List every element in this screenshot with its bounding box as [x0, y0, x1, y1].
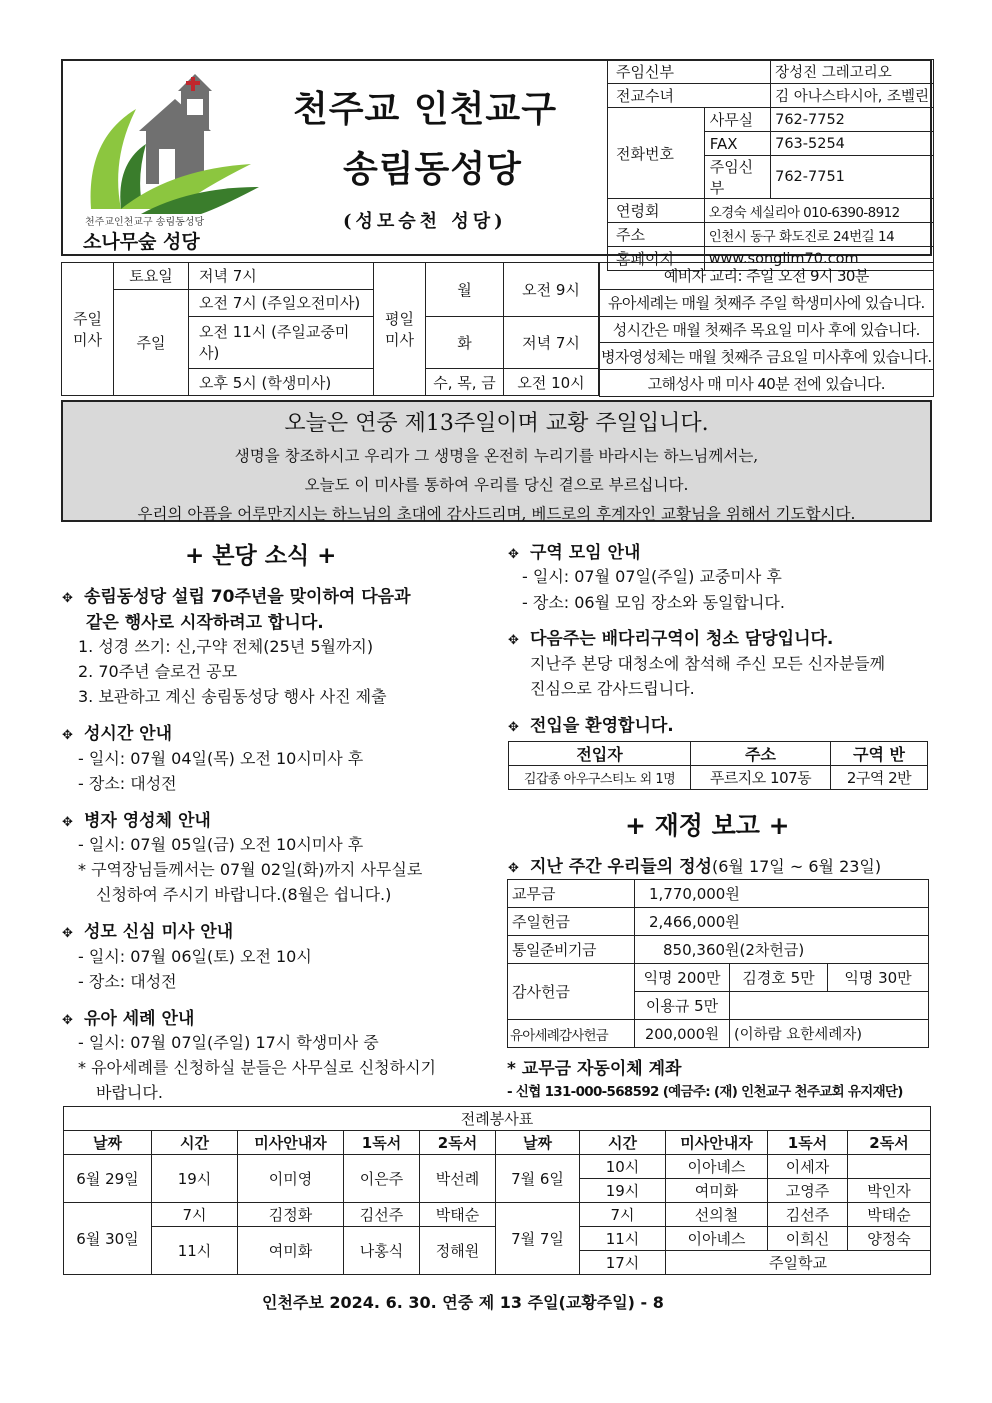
sunday-time: 오전 11시 (주일교중미사)	[189, 316, 374, 368]
transfer-person: 김갑종 아우구스티노 외 1명	[509, 766, 691, 790]
service-header: 2독서	[848, 1131, 931, 1155]
service-reader2: 박태순	[848, 1203, 931, 1227]
finance-table	[507, 879, 929, 1048]
info-table	[607, 59, 934, 271]
table-row	[64, 1203, 931, 1227]
banner-line: 우리의 아픔을 어루만지시는 하느님의 초대에 감사드리며, 베드로의 후계자인 교황님을 위해서 기도합시다.	[137, 505, 856, 523]
service-date: 6월 30일	[64, 1203, 152, 1275]
diamond-bullet-icon: ✥	[508, 547, 519, 562]
anniversary-title-text: 송림동성당 설립 70주년을 맞이하여 다음과	[84, 587, 411, 607]
footer: 인천주보 2024. 6. 30. 연중 제 13 주일(교황주일) - 8	[262, 1293, 664, 1312]
anniversary-item: 2. 70주년 슬로건 공모	[78, 662, 238, 681]
service-header: 1독서	[768, 1131, 848, 1155]
district-line: - 장소: 06월 모임 장소와 동일합니다.	[522, 593, 785, 612]
service-header: 날짜	[64, 1131, 152, 1155]
cleaning-line: 진심으로 감사드립니다.	[530, 679, 695, 698]
service-reader2: 양정숙	[848, 1227, 931, 1251]
news-heading: + 본당 소식 +	[185, 543, 337, 569]
cleaning-line: 지난주 본당 대청소에 참석해 주신 모든 신자분들께	[530, 654, 886, 673]
service-time: 19시	[152, 1155, 238, 1203]
pastor-phone: 762-7751	[771, 156, 934, 199]
sunday-mass-label: 주일 미사	[62, 263, 114, 396]
pastor-value: 장성진 그레고리오	[771, 60, 934, 84]
mary-line: - 장소: 대성전	[78, 972, 177, 991]
service-guide: 김정화	[238, 1203, 344, 1227]
diamond-bullet-icon: ✥	[62, 1013, 73, 1028]
mass-schedule-table	[61, 262, 599, 396]
finance-heading: + 재정 보고 +	[625, 811, 790, 840]
transfer-header: 구역 반	[831, 742, 928, 766]
diamond-bullet-icon: ✥	[508, 633, 519, 648]
sick-line: * 구역장님들께서는 07월 02일(화)까지 사무실로	[78, 860, 423, 879]
assoc-label: 연령회	[608, 199, 705, 223]
transfer-district: 2구역 2반	[831, 766, 928, 790]
sunday-banner	[61, 400, 932, 522]
sunday-label: 주일	[114, 289, 189, 395]
weekday-time: 오전 9시	[504, 263, 599, 317]
logo-caption: 천주교인천교구 송림동성당	[85, 217, 205, 228]
homepage-link[interactable]: www.songlim70.com	[704, 247, 933, 271]
cleaning-title	[508, 624, 833, 649]
thanks-entry: 익명 30만	[828, 964, 929, 992]
fax-number: 763-5254	[771, 132, 934, 156]
mary-title-text: 성모 신심 미사 안내	[84, 922, 234, 942]
service-reader2: 정해원	[420, 1227, 496, 1275]
logo-name: 소나무숲 성당	[83, 231, 200, 253]
diamond-bullet-icon: ✥	[62, 591, 73, 606]
service-header: 미사안내자	[666, 1131, 768, 1155]
service-title: 전례봉사표	[64, 1107, 931, 1131]
service-date: 6월 29일	[64, 1155, 152, 1203]
thanks-entry: 김경호 5만	[730, 964, 828, 992]
address-value: 인천시 동구 화도진로 24번길 14	[704, 223, 933, 247]
saturday-label: 토요일	[114, 263, 189, 290]
service-guide: 이아녜스	[666, 1155, 768, 1179]
thanks-empty	[730, 992, 929, 1020]
diamond-bullet-icon: ✥	[508, 861, 519, 876]
transfer-table	[508, 741, 928, 790]
holyhour-line: - 장소: 대성전	[78, 774, 177, 793]
note-row: 병자영성체는 매월 첫째주 금요일 미사후에 있습니다.	[600, 343, 934, 370]
service-reader1: 이희신	[768, 1227, 848, 1251]
service-header: 1독서	[344, 1131, 420, 1155]
baptism-thanks-value: 200,000원	[635, 1020, 730, 1048]
anniversary-item: 3. 보관하고 계신 송림동성당 행사 사진 제출	[78, 687, 387, 706]
welcome-title	[508, 711, 674, 736]
service-guide: 여미화	[238, 1227, 344, 1275]
banner-line: 오늘도 이 미사를 통하여 우리를 당신 곁으로 부르십니다.	[304, 476, 689, 494]
service-reader1: 김선주	[768, 1203, 848, 1227]
anniversary-item: 1. 성경 쓰기: 신,구약 전체(25년 5월까지)	[78, 637, 374, 656]
anniversary-title-cont: 같은 행사로 시작하려고 합니다.	[86, 613, 324, 633]
thanks-entry: 이용규 5만	[635, 992, 730, 1020]
notes-table	[599, 262, 934, 397]
holyhour-title-text: 성시간 안내	[84, 724, 173, 744]
liturgy-service-table	[63, 1106, 931, 1275]
saturday-time: 저녁 7시	[189, 263, 374, 290]
address-label: 주소	[608, 223, 705, 247]
sick-line: 신청하여 주시기 바랍니다.(8월은 쉽니다.)	[96, 885, 392, 904]
office-label: 사무실	[704, 108, 770, 132]
baptism-thanks-note: (이하람 요한세례자)	[730, 1020, 929, 1048]
table-row	[64, 1155, 931, 1179]
transfer-header: 주소	[691, 742, 831, 766]
baptism-title	[62, 1004, 194, 1029]
finance-period: (6월 17일 ~ 6월 23일)	[711, 857, 882, 876]
note-row: 예비자 교리: 주일 오전 9시 30분	[600, 263, 934, 290]
account-title: * 교무금 자동이체 계좌	[507, 1059, 682, 1079]
sister-value: 김 아나스타시아, 조벨린	[771, 84, 934, 108]
service-reader2	[848, 1155, 931, 1179]
header-box	[61, 59, 932, 268]
finance-title-text: 지난 주간 우리들의 정성	[530, 857, 712, 877]
weekday-time: 저녁 7시	[504, 316, 599, 368]
table-row	[509, 766, 928, 790]
service-guide: 여미화	[666, 1179, 768, 1203]
service-reader1: 이은주	[344, 1155, 420, 1203]
holyhour-title	[62, 719, 172, 744]
cleaning-title-text: 다음주는 배다리구역이 청소 담당입니다.	[530, 629, 834, 649]
service-reader1: 나홍식	[344, 1227, 420, 1275]
fax-label: FAX	[704, 132, 770, 156]
finance-label: 통일준비기금	[508, 936, 635, 964]
transfer-address: 푸르지오 107동	[691, 766, 831, 790]
baptism-title-text: 유아 세례 안내	[84, 1009, 195, 1029]
service-guide: 이미영	[238, 1155, 344, 1203]
sunday-time: 오전 7시 (주일오전미사)	[189, 289, 374, 316]
weekday-day: 수, 목, 금	[426, 369, 504, 396]
district-title	[508, 538, 640, 563]
service-reader1: 김선주	[344, 1203, 420, 1227]
service-reader1: 고영주	[768, 1179, 848, 1203]
service-reader1: 이세자	[768, 1155, 848, 1179]
service-guide: 선의철	[666, 1203, 768, 1227]
homepage-label: 홈페이지	[608, 247, 705, 271]
weekday-time: 오전 10시	[504, 369, 599, 396]
service-time: 17시	[580, 1251, 666, 1275]
sister-label: 전교수녀	[608, 84, 771, 108]
service-time: 10시	[580, 1155, 666, 1179]
mary-title	[62, 917, 233, 942]
phone-label: 전화번호	[608, 108, 705, 199]
service-date: 7월 7일	[496, 1203, 580, 1275]
diamond-bullet-icon: ✥	[62, 728, 73, 743]
district-line: - 일시: 07월 07일(주일) 교중미사 후	[522, 567, 782, 586]
service-header: 2독서	[420, 1131, 496, 1155]
sick-title-text: 병자 영성체 안내	[84, 811, 211, 831]
transfer-header: 전입자	[509, 742, 691, 766]
note-row: 유아세례는 매월 첫째주 주일 학생미사에 있습니다.	[600, 289, 934, 316]
weekday-day: 월	[426, 263, 504, 317]
anniversary-title	[62, 582, 411, 607]
note-row: 성시간은 매월 첫째주 목요일 미사 후에 있습니다.	[600, 316, 934, 343]
finance-value: 2,466,000원	[635, 908, 929, 936]
thanks-label: 감사헌금	[508, 964, 635, 1020]
finance-value: 1,770,000원	[635, 880, 929, 908]
weekday-day: 화	[426, 316, 504, 368]
baptism-thanks-label: 유아세례감사헌금	[508, 1020, 635, 1048]
holyhour-line: - 일시: 07월 04일(목) 오전 10시미사 후	[78, 749, 364, 768]
sunday-time: 오후 5시 (학생미사)	[189, 369, 374, 396]
service-header: 시간	[152, 1131, 238, 1155]
service-time: 11시	[152, 1227, 238, 1275]
welcome-title-text: 전입을 환영합니다.	[530, 716, 674, 736]
account-info: - 신협 131-000-568592 (예금주: (재) 인천교구 천주교회 유지재단)	[507, 1084, 903, 1100]
service-header: 날짜	[496, 1131, 580, 1155]
thanks-entry: 익명 200만	[635, 964, 730, 992]
finance-value: 850,360원(2차헌금)	[635, 936, 929, 964]
office-phone: 762-7752	[771, 108, 934, 132]
service-merged: 주일학교	[666, 1251, 931, 1275]
title-diocese: 천주교 인천교구	[293, 89, 557, 130]
finance-label: 교무금	[508, 880, 635, 908]
service-reader2: 박선례	[420, 1155, 496, 1203]
title-subtitle: (성모승천 성당)	[343, 211, 507, 232]
sick-title	[62, 806, 211, 831]
service-time: 11시	[580, 1227, 666, 1251]
finance-label: 주일헌금	[508, 908, 635, 936]
service-time: 7시	[580, 1203, 666, 1227]
note-row: 고해성사 매 미사 40분 전에 있습니다.	[600, 370, 934, 397]
diamond-bullet-icon: ✥	[62, 926, 73, 941]
weekday-mass-label: 평일 미사	[374, 263, 426, 396]
service-reader2: 박태순	[420, 1203, 496, 1227]
pastor-label: 주임신부	[608, 60, 771, 84]
baptism-line: 바랍니다.	[96, 1083, 163, 1102]
diamond-bullet-icon: ✥	[62, 815, 73, 830]
banner-title: 오늘은 연중 제13주일이며 교황 주일입니다.	[284, 411, 709, 436]
service-header: 시간	[580, 1131, 666, 1155]
finance-title	[508, 852, 881, 877]
service-time: 19시	[580, 1179, 666, 1203]
mary-line: - 일시: 07월 06일(토) 오전 10시	[78, 947, 312, 966]
baptism-line: - 일시: 07월 07일(주일) 17시 학생미사 중	[78, 1033, 379, 1052]
title-parish: 송림동성당	[343, 149, 522, 190]
service-header: 미사안내자	[238, 1131, 344, 1155]
banner-line: 생명을 창조하시고 우리가 그 생명을 온전히 누리기를 바라시는 하느님께서는,	[234, 447, 759, 465]
service-time: 7시	[152, 1203, 238, 1227]
service-reader2: 박인자	[848, 1179, 931, 1203]
service-date: 7월 6일	[496, 1155, 580, 1203]
baptism-line: * 유아세례를 신청하실 분들은 사무실로 신청하시기	[78, 1058, 437, 1077]
assoc-value: 오경숙 세실리아 010-6390-8912	[704, 199, 933, 223]
pastor-phone-label: 주임신부	[704, 156, 770, 199]
district-title-text: 구역 모임 안내	[530, 543, 641, 563]
service-guide: 이아녜스	[666, 1227, 768, 1251]
sick-line: - 일시: 07월 05일(금) 오전 10시미사 후	[78, 835, 364, 854]
diamond-bullet-icon: ✥	[508, 720, 519, 735]
